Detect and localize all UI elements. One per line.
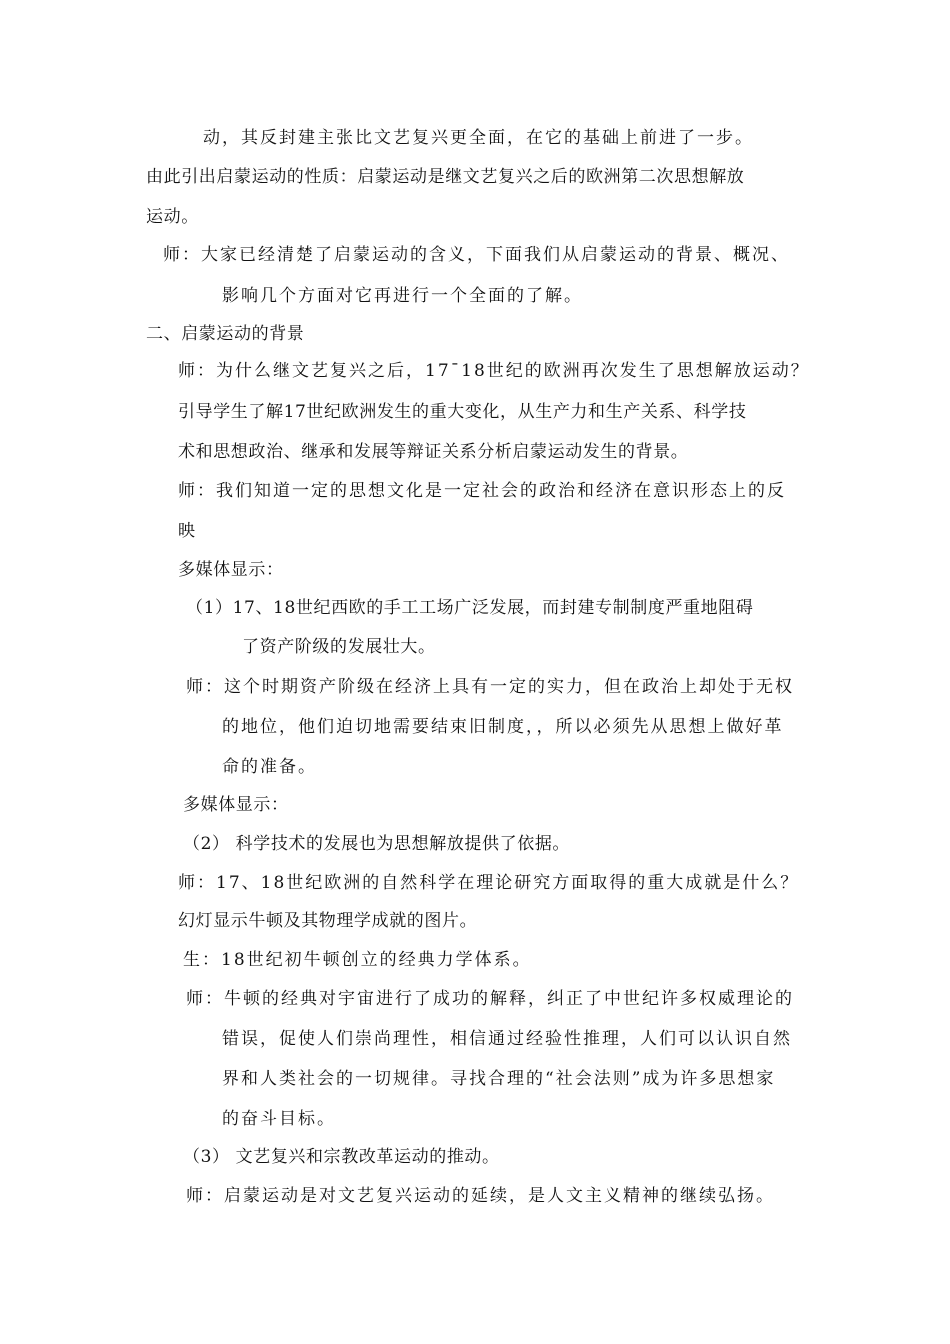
text-line: 动，其反封建主张比文艺复兴更全面，在它的基础上前进了一步。 xyxy=(203,128,754,148)
text-line: 多媒体显示： xyxy=(178,560,284,580)
text-line: 错误，促使人们崇尚理性，相信通过经验性推理，人们可以认识自然 xyxy=(222,1029,792,1049)
text-line: 引导学生了解17世纪欧洲发生的重大变化，从生产力和生产关系、科学技 xyxy=(178,402,747,422)
text-line: 了资产阶级的发展壮大。 xyxy=(242,637,436,657)
text-line: 影响几个方面对它再进行一个全面的了解。 xyxy=(222,286,583,306)
text-line: 的地位，他们迫切地需要结束旧制度，，所以必须先从思想上做好革 xyxy=(222,717,784,737)
text-line: 师：大家已经清楚了启蒙运动的含义，下面我们从启蒙运动的背景、概况、 xyxy=(163,245,790,265)
text-line: 由此引出启蒙运动的性质：启蒙运动是继文艺复兴之后的欧洲第二次思想解放 xyxy=(146,167,745,187)
text-line: 运动。 xyxy=(146,207,199,227)
text-line: 师：我们知道一定的思想文化是一定社会的政治和经济在意识形态上的反 xyxy=(178,481,786,501)
text-line: 术和思想政治、继承和发展等辩证关系分析启蒙运动发生的背景。 xyxy=(178,442,689,462)
text-line: 师：17、18世纪欧洲的自然科学在理论研究方面取得的重大成就是什么？ xyxy=(178,873,800,893)
text-line: 师：这个时期资产阶级在经济上具有一定的实力，但在政治上却处于无权 xyxy=(186,677,794,697)
text-line: 的奋斗目标。 xyxy=(222,1109,336,1129)
text-line: 多媒体显示： xyxy=(183,795,289,815)
text-line: 生：18世纪初牛顿创立的经典力学体系。 xyxy=(183,950,532,970)
text-line: （2） 科学技术的发展也为思想解放提供了依据。 xyxy=(183,834,571,854)
text-line: （3） 文艺复兴和宗教改革运动的推动。 xyxy=(183,1147,500,1167)
text-line: 命的准备。 xyxy=(222,757,317,777)
section-heading: 二、启蒙运动的背景 xyxy=(146,324,305,344)
text-line: 师：启蒙运动是对文艺复兴运动的延续，是人文主义精神的继续弘扬。 xyxy=(186,1186,775,1206)
text-line: （1）17、18世纪西欧的手工工场广泛发展，而封建专制制度严重地阻碍 xyxy=(186,598,754,618)
text-line: 界和人类社会的一切规律。寻找合理的“社会法则”成为许多思想家 xyxy=(222,1069,776,1089)
text-line: 映 xyxy=(178,521,196,541)
text-line: 师：为什么继文艺复兴之后，17¯18世纪的欧洲再次发生了思想解放运动？ xyxy=(178,361,810,381)
text-line: 幻灯显示牛顿及其物理学成就的图片。 xyxy=(178,911,478,931)
text-line: 师：牛顿的经典对宇宙进行了成功的解释，纠正了中世纪许多权威理论的 xyxy=(186,989,794,1009)
